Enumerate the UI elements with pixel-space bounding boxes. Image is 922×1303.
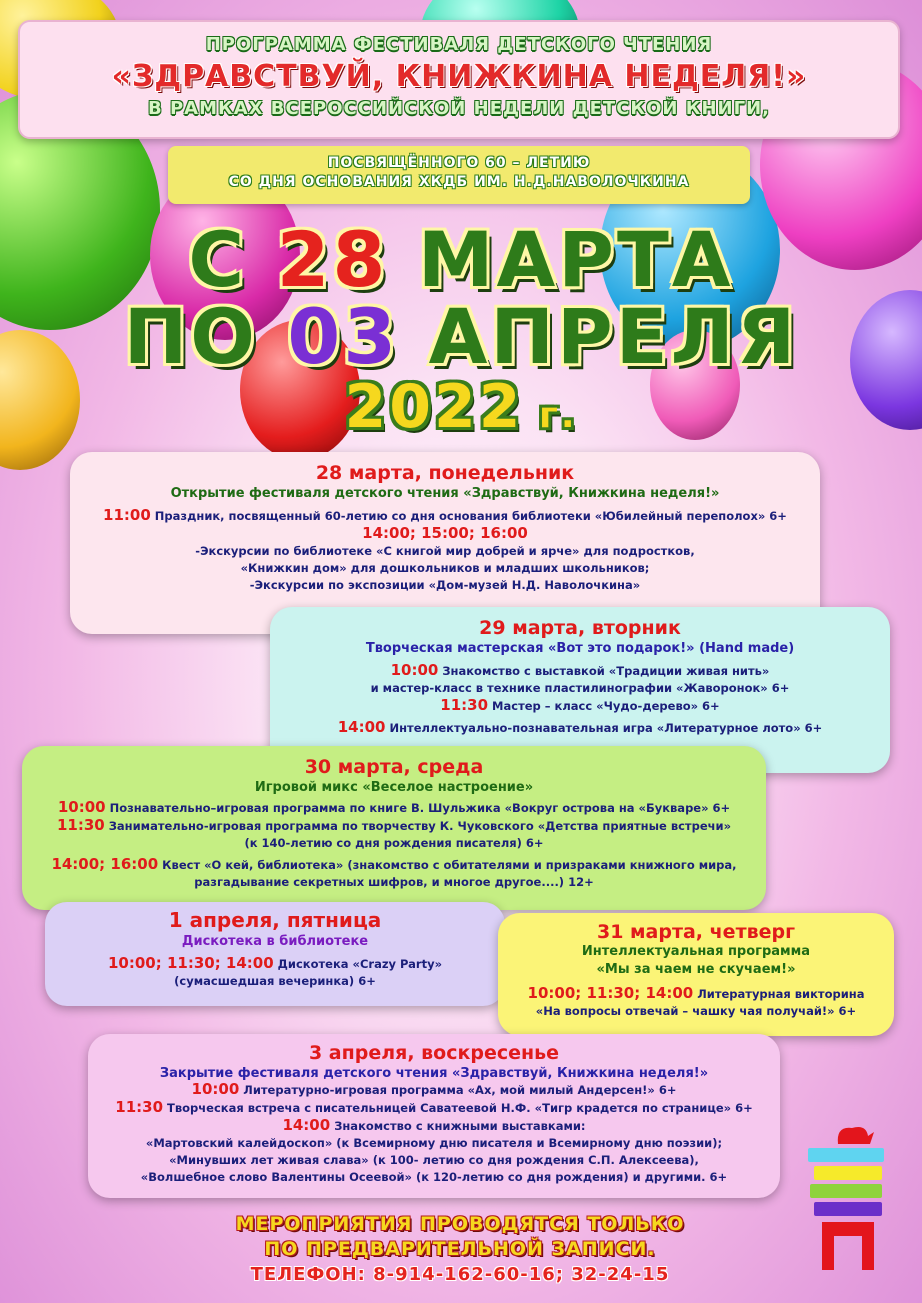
event-row — [32, 817, 756, 835]
event-row — [98, 1081, 770, 1099]
event-text: Литературно-игровая программа «Ах, мой милый Андерсен!» 6+ — [239, 1083, 677, 1097]
logo-bar-yellow — [814, 1166, 882, 1180]
header-panel — [18, 20, 900, 139]
event-time: 11:00 — [103, 506, 151, 524]
event-time: 14:00 — [337, 718, 386, 736]
event-time: 10:00 — [57, 798, 106, 816]
event-row — [98, 1099, 770, 1117]
card-subtitle: Игровой микс «Веселое настроение» — [254, 780, 534, 795]
event-row — [55, 955, 495, 973]
date-from-month: МАРТА — [388, 215, 734, 304]
event-row — [280, 662, 880, 680]
dedication-panel — [168, 146, 750, 204]
event-time: 10:00 — [191, 1080, 240, 1098]
logo-bar-green — [810, 1184, 882, 1198]
dedication-line-2: СО ДНЯ ОСНОВАНИЯ ХКДБ ИМ. Н.Д.НАВОЛОЧКИНА — [228, 174, 690, 190]
date-to — [0, 292, 922, 381]
card-march-30 — [22, 746, 766, 910]
footer-notice-line-2: ПО ПРЕДВАРИТЕЛЬНОЙ ЗАПИСИ. — [264, 1238, 656, 1260]
event-text: Знакомство с выставкой «Традиции живая нить» — [438, 664, 770, 678]
event-time: 10:00; 11:30; 14:00 — [527, 984, 694, 1002]
event-row — [32, 799, 756, 817]
event-text: Познавательно–игровая программа по книге В. Шульжика «Вокруг острова на «Букваре» 6+ — [105, 801, 731, 815]
event-text: Квест «О кей, библиотека» (знакомство с обитателями и призраками книжного мира, — [158, 858, 737, 872]
date-to-prefix: ПО — [123, 292, 288, 381]
dedication-line-1: ПОСВЯЩЁННОГО 60 – ЛЕТИЮ — [327, 155, 591, 171]
card-subtitle: «Мы за чаем не скучаем!» — [596, 962, 796, 977]
event-time: 10:00 — [390, 661, 439, 679]
event-text: -Экскурсии по экспозиции «Дом-музей Н.Д. Наволочкина» — [249, 578, 641, 592]
event-time: 14:00; 15:00; 16:00 — [362, 524, 528, 542]
event-text: Знакомство с книжными выставками: — [330, 1119, 586, 1133]
event-time: 14:00 — [282, 1116, 331, 1134]
date-to-month: АПРЕЛЯ — [399, 292, 799, 381]
date-from-day: 28 — [276, 215, 389, 304]
card-subtitle: Дискотека в библиотеке — [181, 934, 369, 949]
festival-title: «ЗДРАВСТВУЙ, КНИЖКИНА НЕДЕЛЯ!» — [111, 59, 807, 94]
event-row — [508, 985, 884, 1003]
event-text: -Экскурсии по библиотеке «С книгой мир добрей и ярче» для подростков, — [195, 544, 695, 558]
card-title: 29 марта, вторник — [479, 617, 681, 639]
card-title: 3 апреля, воскресенье — [308, 1042, 560, 1064]
event-text: «На вопросы отвечай – чашку чая получай!» 6+ — [535, 1004, 857, 1018]
event-text: «Минувших лет живая слава» (к 100- летию со дня рождения С.П. Алексеева), — [169, 1153, 699, 1167]
event-row — [280, 697, 880, 715]
event-text: Интеллектуально-познавательная игра «Литературное лото» 6+ — [385, 721, 823, 735]
logo-bar-cyan — [808, 1148, 884, 1162]
year-suffix: г. — [523, 395, 578, 436]
card-title: 30 марта, среда — [304, 756, 484, 778]
logo-legs — [822, 1222, 874, 1270]
event-text: Мастер – класс «Чудо-дерево» 6+ — [488, 699, 720, 713]
event-text: «Книжкин дом» для дошкольников и младших школьников; — [240, 561, 650, 575]
date-to-day: 03 — [287, 292, 400, 381]
event-row — [32, 856, 756, 874]
event-text: Занимательно-игровая программа по творчеству К. Чуковского «Детства приятные встречи» — [104, 819, 732, 833]
event-time: 14:00; 16:00 — [51, 855, 159, 873]
card-april-1 — [45, 902, 505, 1006]
footer-phone: ТЕЛЕФОН: 8-914-162-60-16; 32-24-15 — [250, 1264, 670, 1285]
card-april-3 — [88, 1034, 780, 1198]
card-subtitle: Интеллектуальная программа — [581, 944, 811, 959]
header-line-1: ПРОГРАММА ФЕСТИВАЛЯ ДЕТСКОГО ЧТЕНИЯ — [205, 34, 713, 55]
event-text: «Волшебное слово Валентины Осеевой» (к 120-летию со дня рождения) и другими. 6+ — [140, 1170, 728, 1184]
event-row — [98, 1117, 770, 1135]
event-time: 10:00; 11:30; 14:00 — [107, 954, 274, 972]
event-row — [80, 507, 810, 525]
event-time: 11:30 — [440, 696, 489, 714]
event-text: Творческая встреча с писательницей Саватеевой Н.Ф. «Тигр крадется по странице» 6+ — [163, 1101, 753, 1115]
event-row — [80, 525, 810, 543]
event-row — [280, 719, 880, 737]
card-title: 1 апреля, пятница — [168, 908, 382, 932]
event-text: разгадывание секретных шифров, и многое другое....) 12+ — [194, 875, 594, 889]
card-title: 28 марта, понедельник — [315, 462, 575, 484]
event-text: (сумасшедшая вечеринка) 6+ — [174, 974, 376, 988]
card-march-31 — [498, 913, 894, 1036]
card-subtitle: Творческая мастерская «Вот это подарок!» (Hand made) — [365, 641, 795, 656]
date-from-prefix: С — [188, 215, 277, 304]
card-subtitle: Закрытие фестиваля детского чтения «Здравствуй, Книжкина неделя!» — [159, 1066, 709, 1081]
event-text: (к 140-летию со дня рождения писателя) 6+ — [244, 836, 544, 850]
event-text: Литературная викторина — [693, 987, 865, 1001]
event-text: Дискотека «Crazy Party» — [273, 957, 442, 971]
event-text: и мастер-класс в технике пластилинографии «Жаворонок» 6+ — [370, 681, 790, 695]
card-subtitle: Открытие фестиваля детского чтения «Здравствуй, Книжкина неделя!» — [170, 486, 720, 501]
logo-bar-purple — [814, 1202, 882, 1216]
library-logo-icon — [808, 1122, 888, 1272]
header-line-3: В РАМКАХ ВСЕРОССИЙСКОЙ НЕДЕЛИ ДЕТСКОЙ КНИГИ, — [148, 98, 770, 119]
event-time: 11:30 — [56, 816, 105, 834]
logo-head — [838, 1127, 874, 1144]
card-title: 31 марта, четверг — [596, 921, 796, 943]
event-text: Праздник, посвященный 60-летию со дня основания библиотеки «Юбилейный переполох» 6+ — [150, 509, 787, 523]
date-year — [0, 372, 922, 442]
event-time: 11:30 — [115, 1098, 164, 1116]
footer-notice-line-1: МЕРОПРИЯТИЯ ПРОВОДЯТСЯ ТОЛЬКО — [235, 1213, 685, 1235]
year-value: 2022 — [344, 372, 524, 442]
date-from — [0, 215, 922, 304]
event-text: «Мартовский калейдоскоп» (к Всемирному дню писателя и Всемирному дню поэзии); — [145, 1136, 723, 1150]
